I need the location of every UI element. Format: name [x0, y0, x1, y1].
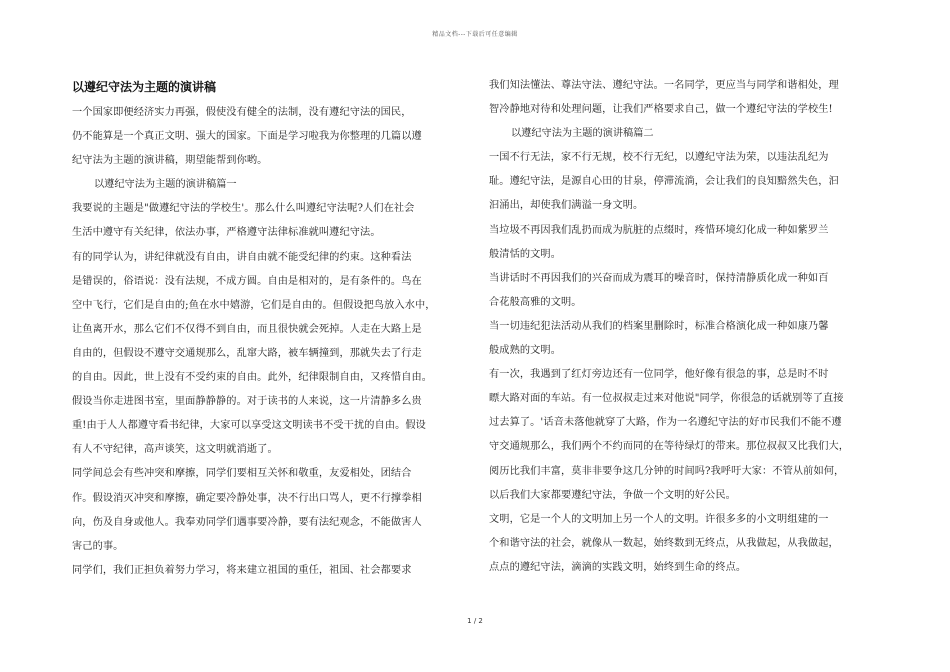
paragraph: [489, 146, 889, 218]
paragraph-line: 有的同学认为，讲纪律就没有自由，讲自由就不能受纪律的约束。这种看法: [72, 251, 412, 263]
paragraph-line: 假设当你走进图书室，里面静静静的。对于读书的人来说，这一片清静多么贵: [72, 396, 422, 408]
paragraph-line: 瞟大路对面的车站。有一位叔叔走过来对他说"同学，你很急的话就别等了直接: [489, 393, 844, 405]
paragraph: [489, 315, 889, 363]
paragraph-line: 汩涌出，却使我们满溢一身文明。: [489, 200, 644, 212]
section-heading: 以遵纪守法为主题的演讲稿篇二: [511, 128, 654, 140]
paragraph-line: 重!由于人人都遵守看书纪律，大家可以享受这文明读书不受干扰的自由。假设: [72, 420, 426, 432]
paragraph-line: 般成熟的文明。: [489, 345, 562, 357]
paragraph-line: 自由的，但假设不遵守交通规那么，乱窜大路，被车辆撞到，那就失去了行走: [72, 347, 422, 359]
paragraph-line: 是错误的，俗语说：没有法规，不成方圆。自由是相对的，是有条件的。鸟在: [72, 275, 422, 287]
paragraph-line: 阅历比我们丰富，莫非非要争这几分钟的时间吗?我呼吁大家：不管从前如何，: [489, 465, 845, 477]
paragraph: [489, 363, 889, 508]
paragraph-line: 同学间总会有些冲突和摩擦，同学们要相互关怀和敬重，友爱相处，团结合: [72, 468, 412, 480]
paragraph: [489, 74, 889, 122]
paragraph-line: 以后我们大家都要遵纪守法，争做一个文明的好公民。: [489, 489, 736, 501]
paragraph: [489, 508, 889, 580]
paragraph-line: 有一次，我遇到了红灯旁边还有一位同学，他好像有很急的事，总是时不时: [489, 369, 829, 381]
paragraph-line: 个和谐守法的社会，就像从一数起，始终数到无终点，从我做起，从我做起，: [489, 537, 839, 549]
left-column: [72, 74, 472, 583]
paragraph-line: 守交通规那么，我们两个不约而同的在等待绿灯的带来。那位叔叔又比我们大，: [489, 441, 850, 453]
paragraph-line: 当讲话时不再因我们的兴奋而成为震耳的噪音时，保持清静质化成一种如百: [489, 272, 829, 284]
paragraph-line: 害己的事。: [72, 540, 124, 552]
paragraph: [72, 197, 472, 245]
paragraph-line: 生活中遵守有关纪律，依法办事，严格遵守法律标准就叫遵纪守法。: [72, 227, 381, 239]
paragraph-line: 当一切违纪犯法活动从我们的档案里删除时，标准合格演化成一种如康乃馨: [489, 320, 829, 332]
left-column-body: [72, 101, 472, 583]
paragraph-line: 向，伤及自身或他人。我奉劝同学们遇事要冷静，要有法纪观念，不能做害人: [72, 516, 422, 528]
paragraph-line: 仍不能算是一个真正文明、强大的国家。下面是学习啦我为你整理的几篇以遵: [72, 131, 422, 143]
paragraph-line: 同学们，我们正担负着努力学习，将来建立祖国的重任，祖国、社会都要求: [72, 564, 412, 576]
paragraph-line: 让鱼离开水，那么它们不仅得不到自由，而且很快就会死掉。人走在大路上是: [72, 323, 422, 335]
paragraph-line: 我要说的主题是"做遵纪守法的学校生'。那么什么叫遵纪守法呢?人们在社会: [72, 203, 415, 215]
paragraph-line: 一个国家即便经济实力再强，假使没有健全的法制，没有遵纪守法的国民，: [72, 107, 412, 118]
paragraph: [72, 462, 472, 558]
paragraph-line: 作。假设消灭冲突和摩擦，确定要冷静处事，决不行出口骂人，更不行撑拳相: [72, 492, 422, 504]
paragraph: [72, 101, 472, 173]
paragraph-line: 纪守法为主题的演讲稿，期望能帮到你哟。: [72, 155, 268, 167]
section-heading: 以遵纪守法为主题的演讲稿篇一: [94, 179, 237, 191]
paragraph: [489, 219, 889, 267]
paragraph-line: 过去算了。'话音未落他就穿了大路，作为一名遵纪守法的好市民我们不能不遵: [489, 417, 842, 429]
paragraph-line: 点点的遵纪守法，滴滴的实践文明，始终到生命的终点。: [489, 561, 747, 573]
paragraph-line: 空中飞行，它们是自由的;鱼在水中嬉游，它们是自由的。但假设把鸟放入水中，: [72, 299, 436, 311]
paragraph-line: 一国不行无法，家不行无规，校不行无纪，以遵纪守法为荣，以违法乱纪为: [489, 152, 829, 164]
paragraph-line: 有人不守纪律，高声谈笑，这文明就消逝了。: [72, 444, 278, 456]
paragraph-line: 的自由。因此，世上没有不受约束的自由。此外，纪律限制自由，又疼惜自由。: [72, 372, 433, 384]
paragraph-line: 智冷静地对待和处理问题，让我们严格要求自己，做一个遵纪守法的学校生!: [489, 104, 833, 116]
paragraph: [489, 267, 889, 315]
document-header-note: 精品文档---下载后可任意编辑: [432, 31, 518, 38]
page-number: 1 / 2: [467, 617, 483, 625]
paragraph: [72, 559, 472, 583]
paragraph-line: 当垃圾不再因我们乱扔而成为肮脏的点缀时，疼惜环境幻化成一种如紫罗兰: [489, 224, 829, 236]
right-column: [489, 74, 889, 580]
document-title: 以遵纪守法为主题的演讲稿: [72, 80, 217, 94]
paragraph-line: 文明，它是一个人的文明加上另一个人的文明。许很多多的小文明组建的一: [489, 513, 829, 525]
paragraph-line: 我们知法懂法、尊法守法、遵纪守法。一名同学，更应当与同学和谐相处，理: [489, 80, 839, 91]
paragraph-line: 合花般高雅的文明。: [489, 296, 582, 308]
paragraph-line: 般清恬的文明。: [489, 248, 562, 260]
right-column-body: [489, 74, 889, 580]
paragraph-line: 耻。遵纪守法，是源自心田的甘泉，停滞流淌，会让我们的良知黯然失色，汩: [489, 176, 839, 188]
paragraph: [72, 246, 472, 463]
